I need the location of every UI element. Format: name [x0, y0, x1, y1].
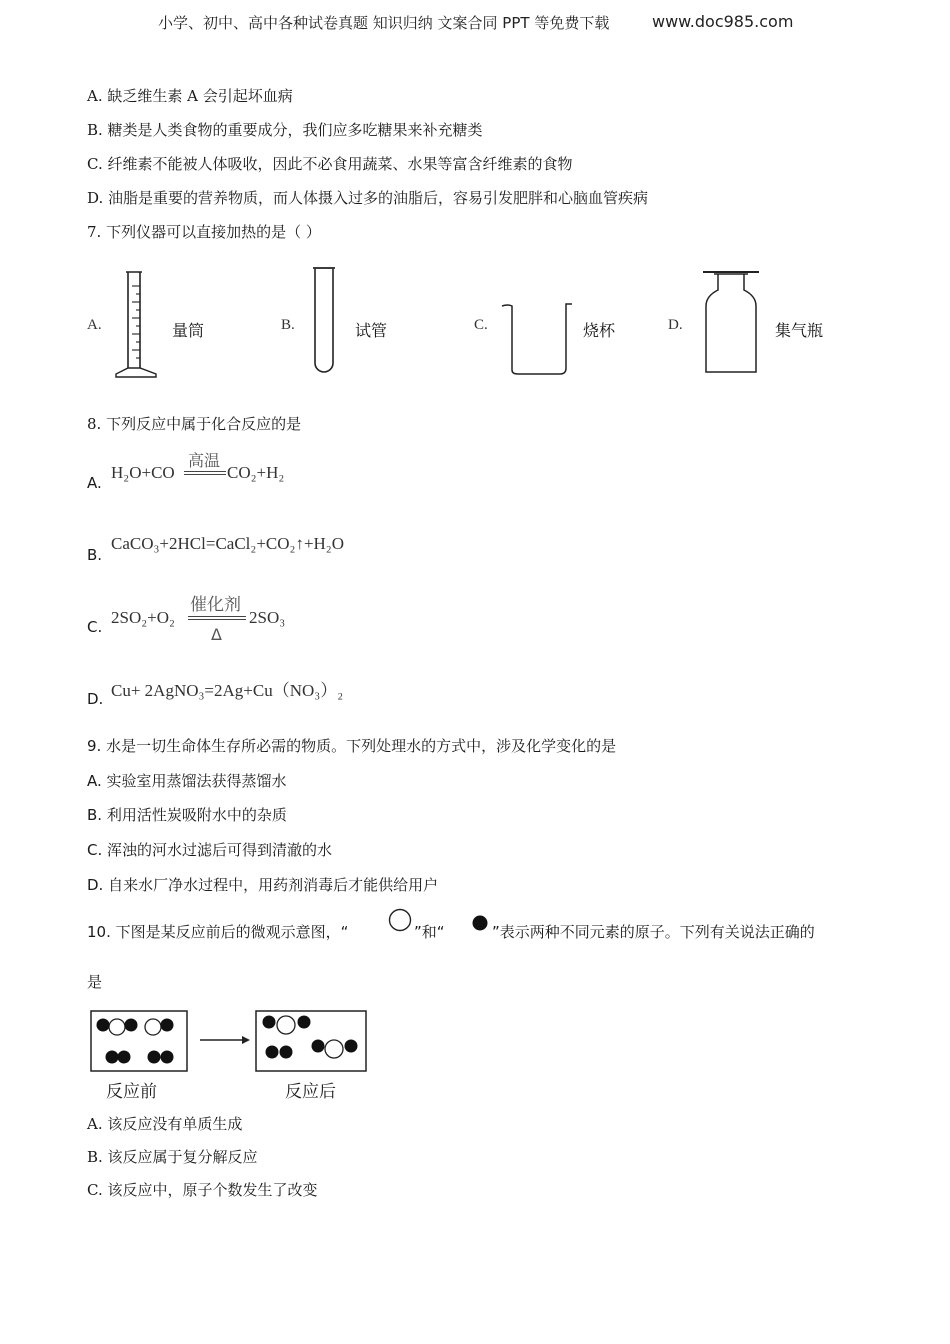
q7-label-b: 试管	[355, 321, 388, 340]
q7-label-a: 量筒	[172, 321, 205, 340]
q7-letter-b: B.	[281, 317, 295, 333]
q6-option-a: A. 缺乏维生素 A 会引起坏血病	[87, 87, 293, 105]
before-label: 反应前	[106, 1082, 157, 1102]
q8-c-condition-heat: Δ	[211, 625, 222, 644]
header-url[interactable]: www.doc985.com	[652, 12, 794, 31]
q8-letter-b: B.	[87, 546, 103, 564]
test-tube-icon	[310, 265, 338, 379]
beaker-icon	[498, 298, 578, 378]
gas-collecting-bottle-icon	[700, 268, 762, 378]
q10-stem-line2: 是	[87, 973, 103, 991]
q10-option-c: C. 该反应中，原子个数发生了改变	[87, 1181, 318, 1199]
black-atom-icon	[470, 913, 490, 933]
q8-a-equals-sign	[184, 471, 226, 475]
q7-label-c: 烧杯	[583, 321, 616, 340]
q8-c-condition: 催化剂	[190, 595, 241, 615]
q10-option-b: B. 该反应属于复分解反应	[87, 1148, 258, 1166]
after-label: 反应后	[285, 1082, 336, 1102]
q8-c-equals-sign	[188, 616, 246, 620]
header-text: 小学、初中、高中各种试卷真题 知识归纳 文案合同 PPT 等免费下载	[158, 14, 610, 32]
q6-option-b: B. 糖类是人类食物的重要成分，我们应多吃糖果来补充糖类	[87, 121, 483, 139]
q8-a-rhs: CO₂+H₂	[227, 463, 285, 482]
q8-letter-c: C.	[87, 618, 103, 636]
q7-letter-a: A.	[87, 317, 102, 333]
q9-option-b: B. 利用活性炭吸附水中的杂质	[87, 806, 287, 824]
q8-letter-a: A.	[87, 474, 102, 492]
q8-c-lhs: 2SO₂+O₂	[111, 608, 175, 627]
q10-stem-part2: ”和“	[414, 923, 445, 941]
q8-a-condition: 高温	[188, 451, 221, 470]
q10-stem-part3: ”表示两种不同元素的原子。下列有关说法正确的	[492, 923, 815, 941]
q9-option-c: C. 浑浊的河水过滤后可得到清澈的水	[87, 841, 333, 859]
q9-option-a: A. 实验室用蒸馏法获得蒸馏水	[87, 772, 287, 790]
q10-option-a: A. 该反应没有单质生成	[87, 1115, 243, 1133]
q7-label-d: 集气瓶	[775, 321, 824, 340]
white-atom-icon	[387, 907, 413, 933]
q8-stem: 8. 下列反应中属于化合反应的是	[87, 415, 302, 433]
q6-option-d: D. 油脂是重要的营养物质，而人体摄入过多的油脂后，容易引发肥胖和心脑血管疾病	[87, 189, 649, 207]
q7-letter-d: D.	[668, 317, 683, 333]
q8-b-equation: CaCO₃+2HCl=CaCl₂+CO₂↑+H₂O	[111, 534, 345, 553]
q9-stem: 9. 水是一切生命体生存所必需的物质。下列处理水的方式中，涉及化学变化的是	[87, 737, 617, 755]
q8-d-equation: Cu+ 2AgNO₃=2Ag+Cu（NO₃）₂	[111, 681, 344, 700]
q6-option-c: C. 纤维素不能被人体吸收，因此不必食用蔬菜、水果等富含纤维素的食物	[87, 155, 573, 173]
q7-stem: 7. 下列仪器可以直接加热的是（ ）	[87, 223, 321, 241]
q8-c-rhs: 2SO₃	[249, 608, 286, 627]
q8-a-lhs: H₂O+CO	[111, 463, 175, 482]
q10-stem-part1: 10. 下图是某反应前后的微观示意图，“	[87, 923, 349, 941]
graduated-cylinder-icon	[112, 268, 164, 380]
reaction-diagram	[90, 1008, 370, 1078]
q7-letter-c: C.	[474, 317, 488, 333]
q8-letter-d: D.	[87, 690, 104, 708]
q9-option-d: D. 自来水厂净水过程中，用药剂消毒后才能供给用户	[87, 876, 439, 894]
